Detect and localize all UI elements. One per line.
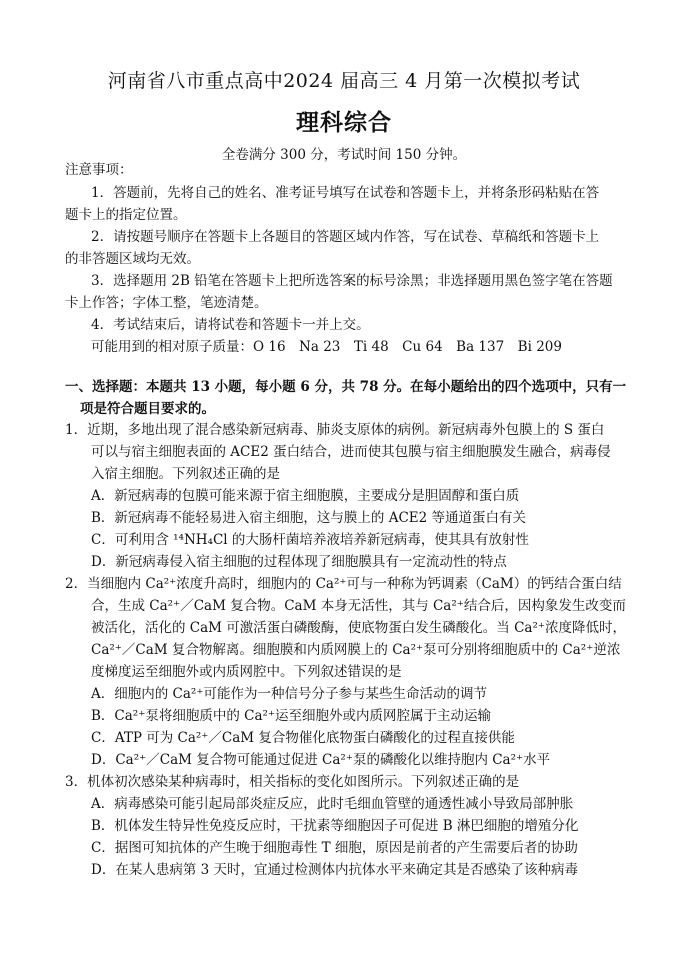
q2-stem: 2．当细胞内 Ca²⁺浓度升高时，细胞内的 Ca²⁺可与一种称为钙调素（CaM）的钙结合蛋白结 (65, 576, 622, 592)
q3-option-a: A．病毒感染可能引起局部炎症反应，此时毛细血管壁的通透性减小导致局部肿胀 (91, 796, 574, 812)
q3-option-b: B．机体发生特异性免疫反应时，干扰素等细胞因子可促进 B 淋巴细胞的增殖分化 (91, 818, 579, 834)
atomic-mass-line: 可能用到的相对原子质量：O 16 Na 23 Ti 48 Cu 64 Ba 137 Bi 209 (91, 339, 562, 355)
note-line: 卡上作答；字体工整，笔迹清楚。 (65, 295, 268, 311)
exam-title: 河南省八市重点高中2024 届高三 4 月第一次模拟考试 (107, 70, 581, 92)
note-line: 2．请按题号顺序在答题卡上各题目的答题区域内作答，写在试卷、草稿纸和答题卡上 (91, 229, 600, 245)
exam-meta: 全卷满分 300 分，考试时间 150 分钟。 (221, 147, 467, 163)
q2-option-b: B．Ca²⁺泵将细胞质中的 Ca²⁺运至细胞外或内质网腔属于主动运输 (91, 708, 492, 724)
q3-option-d: D．在某人患病第 3 天时，宜通过检测体内抗体水平来确定其是否感染了该种病毒 (91, 862, 578, 878)
section-heading: 一、选择题：本题共 13 小题，每小题 6 分，共 78 分。在每小题给出的四个选项中，只有一 (65, 379, 627, 395)
notes-heading: 注意事项： (65, 162, 133, 178)
note-line: 4．考试结束后，请将试卷和答题卡一并上交。 (91, 317, 370, 333)
q2-stem: 合，生成 Ca²⁺／CaM 复合物。CaM 本身无活性，其与 Ca²⁺结合后，因构象发生改变而 (91, 598, 626, 614)
q1-option-d: D．新冠病毒侵入宿主细胞的过程体现了细胞膜具有一定流动性的特点 (91, 554, 507, 570)
q2-option-d: D．Ca²⁺／CaM 复合物可能通过促进 Ca²⁺泵的磷酸化以维持胞内 Ca²⁺水平 (91, 752, 551, 768)
q1-stem: 1．近期，多地出现了混合感染新冠病毒、肺炎支原体的病例。新冠病毒外包膜上的 S 蛋白 (65, 422, 605, 438)
q2-option-a: A．细胞内的 Ca²⁺可能作为一种信号分子参与某些生命活动的调节 (91, 686, 487, 702)
note-line: 的非答题区域均无效。 (65, 251, 200, 267)
q2-stem: 度梯度运至细胞外或内质网腔中。下列叙述错误的是 (91, 664, 402, 680)
q2-stem: 被活化，活化的 CaM 可激活蛋白磷酸酶，使底物蛋白发生磷酸化。当 Ca²⁺浓度降低时， (91, 620, 626, 636)
note-line: 1．答题前，先将自己的姓名、准考证号填写在试卷和答题卡上，并将条形码粘贴在答 (91, 185, 600, 201)
subject-title: 理科综合 (296, 109, 392, 136)
note-line: 3．选择题用 2B 铅笔在答题卡上把所选答案的标号涂黑；非选择题用黑色签字笔在答题 (91, 273, 613, 289)
note-line: 题卡上的指定位置。 (65, 207, 187, 223)
q3-stem: 3．机体初次感染某种病毒时，相关指标的变化如图所示。下列叙述正确的是 (65, 774, 520, 790)
q1-option-a: A．新冠病毒的包膜可能来源于宿主细胞膜，主要成分是胆固醇和蛋白质 (91, 488, 520, 504)
q3-option-c: C．据图可知抗体的产生晚于细胞毒性 T 细胞，原因是前者的产生需要后者的协助 (91, 840, 578, 856)
section-heading-cont: 项是符合题目要求的。 (80, 401, 215, 417)
q1-option-b: B．新冠病毒不能轻易进入宿主细胞，这与膜上的 ACE2 等通道蛋白有关 (91, 510, 527, 526)
q1-stem: 入宿主细胞。下列叙述正确的是 (91, 466, 280, 482)
q2-option-c: C．ATP 可为 Ca²⁺／CaM 复合物催化底物蛋白磷酸化的过程直接供能 (91, 730, 515, 746)
q1-option-c: C．可利用含 ¹⁴NH₄Cl 的大肠杆菌培养液培养新冠病毒，使其具有放射性 (91, 532, 529, 548)
q2-stem: Ca²⁺／CaM 复合物解离。细胞膜和内质网膜上的 Ca²⁺泵可分别将细胞质中的 Ca²⁺逆浓 (91, 642, 621, 658)
q1-stem: 可以与宿主细胞表面的 ACE2 蛋白结合，进而使其包膜与宿主细胞膜发生融合，病毒侵 (91, 444, 611, 460)
